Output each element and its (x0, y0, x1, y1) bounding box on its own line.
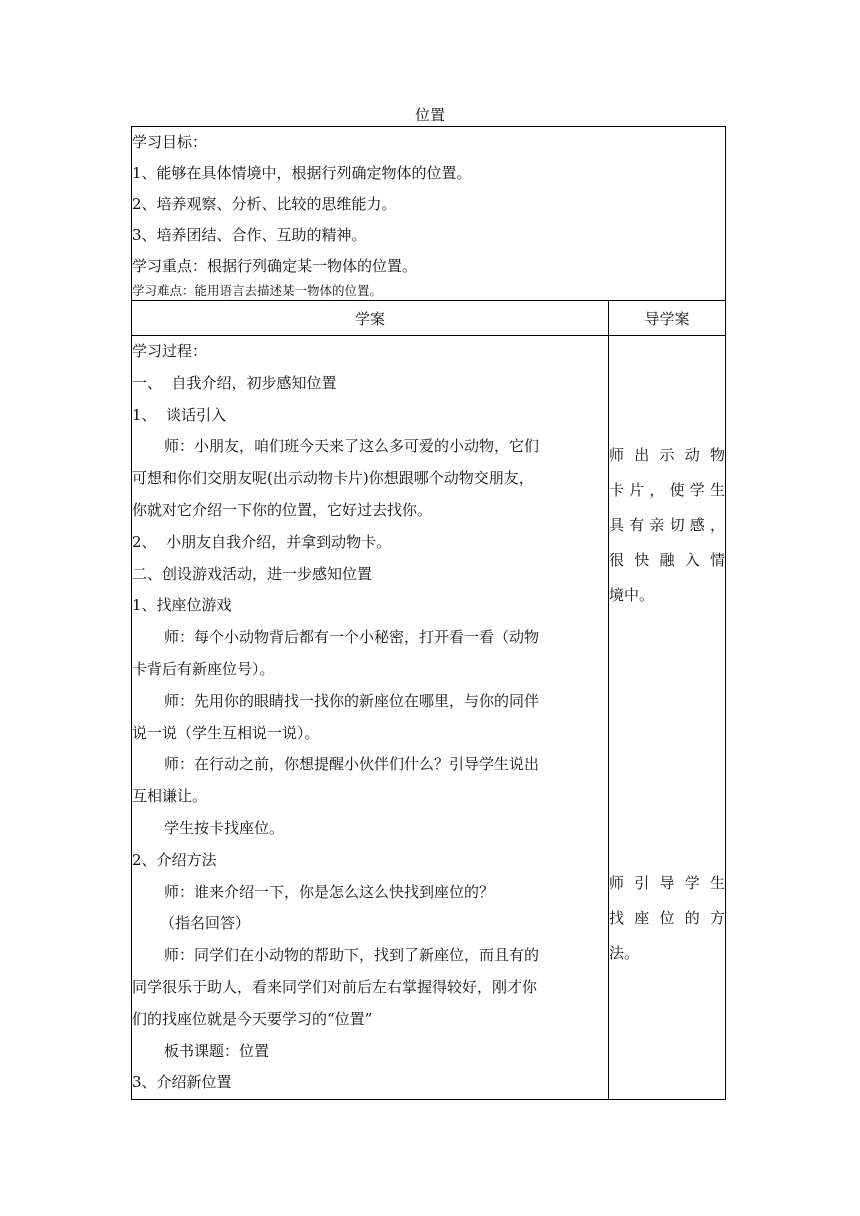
guide-content-cell (609, 336, 726, 1100)
difficulty-point: 学习难点：能用语言去描述某一物体的位置。 (132, 283, 383, 298)
plan-line: 师：同学们在小动物的帮助下，找到了新座位，而且有的 (164, 946, 540, 965)
plan-line: 板书课题：位置 (164, 1041, 270, 1060)
guide-note-line: 很快融入情 (609, 551, 726, 569)
guide-note-line: 具有亲切感， (609, 516, 726, 534)
plan-line: 学习过程： (132, 342, 208, 360)
plan-line: 师：先用你的眼睛找一找你的新座位在哪里，与你的同伴 (164, 691, 540, 710)
guide-note-line: 境中。 (609, 586, 655, 604)
goals-heading: 学习目标： (132, 133, 208, 151)
guide-note (609, 866, 725, 971)
plan-line: （指名回答） (160, 914, 251, 933)
plan-line: 说一说（学生互相说一说）。 (132, 723, 320, 742)
guide-note (609, 438, 725, 613)
plan-line: 1、 谈话引入 (132, 405, 227, 424)
plan-line: 可想和你们交朋友呢(出示动物卡片)你想跟哪个动物交朋友， (132, 469, 534, 488)
guide-note-line: 师引导学生 (609, 874, 726, 892)
plan-line: 互相谦让。 (132, 787, 208, 806)
plan-content-cell (132, 336, 609, 1100)
goal-item: 2、培养观察、分析、比较的思维能力。 (132, 195, 397, 213)
learning-goals-cell (132, 127, 726, 301)
guide-note-line: 师出示动物 (609, 446, 726, 464)
plan-line: 学生按卡找座位。 (164, 818, 285, 837)
key-point: 学习重点：根据行列确定某一物体的位置。 (132, 257, 418, 275)
plan-line: 你就对它介绍一下你的位置，它好过去找你。 (132, 500, 433, 519)
plan-line: 1、找座位游戏 (132, 596, 232, 615)
guide-note-line: 找座位的方 (609, 909, 726, 927)
guide-note-line: 卡片，使学生 (609, 481, 726, 499)
plan-line: 师：谁来介绍一下，你是怎么这么快找到座位的？ (164, 882, 495, 901)
goal-item: 1、能够在具体情境中，根据行列确定物体的位置。 (132, 164, 472, 182)
plan-line: 卡背后有新座位号）。 (132, 659, 275, 678)
guide-note-line: 法。 (609, 944, 640, 962)
lesson-plan-table (131, 126, 726, 1100)
plan-column-header: 学案 (132, 301, 609, 336)
goal-item: 3、培养团结、合作、互助的精神。 (132, 226, 367, 244)
plan-line: 一、 自我介绍，初步感知位置 (132, 373, 337, 392)
guide-column-header: 导学案 (609, 301, 726, 336)
plan-line: 二、创设游戏活动，进一步感知位置 (132, 564, 373, 583)
plan-line: 同学很乐于助人，看来同学们对前后左右掌握得较好，刚才你 (132, 977, 538, 996)
document-title: 位置 (414, 106, 445, 124)
plan-line: 们的找座位就是今天要学习的“位置” (132, 1009, 373, 1028)
plan-line: 3、介绍新位置 (132, 1073, 232, 1092)
plan-line: 师：每个小动物背后都有一个小秘密，打开看一看（动物 (164, 628, 540, 647)
plan-line: 2、 小朋友自我介绍，并拿到动物卡。 (132, 532, 392, 551)
plan-line: 师：在行动之前，你想提醒小伙伴们什么？引导学生说出 (164, 755, 540, 774)
plan-line: 师：小朋友，咱们班今天来了这么多可爱的小动物，它们 (164, 437, 540, 456)
plan-line: 2、介绍方法 (132, 850, 217, 869)
